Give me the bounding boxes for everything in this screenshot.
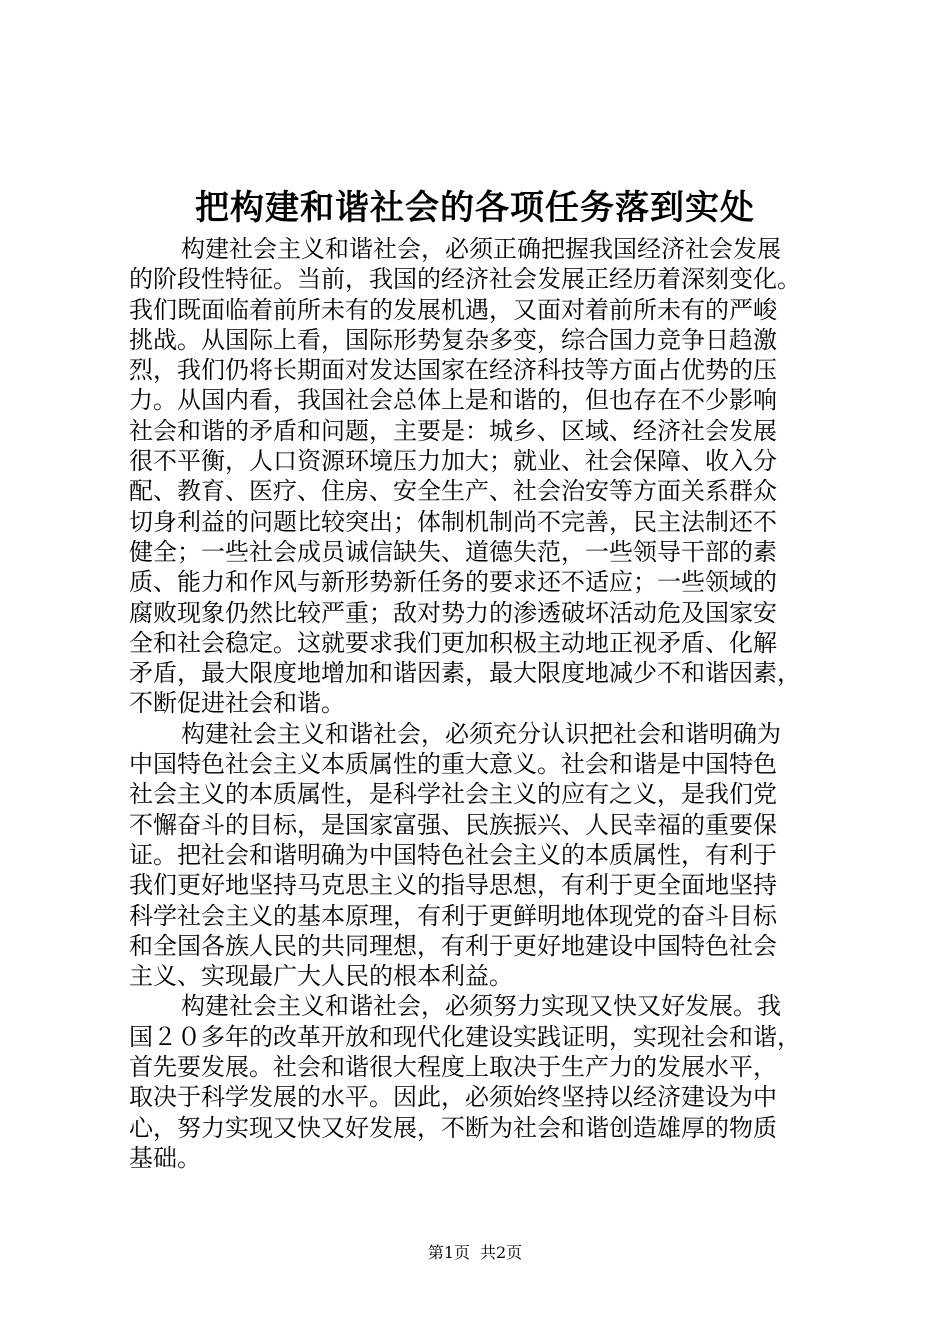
text-line: 社会主义的本质属性，是科学社会主义的应有之义，是我们党 (129, 780, 777, 809)
text-line: 主义、实现最广大人民的根本利益。 (129, 962, 513, 991)
page-number: 第1页 (427, 1243, 470, 1262)
text-line: 切身利益的问题比较突出；体制机制尚不完善，民主法制还不 (129, 507, 777, 536)
text-line: 腐败现象仍然比较严重；敌对势力的渗透破坏活动危及国家安 (129, 598, 777, 627)
text-line: 构建社会主义和谐社会，必须努力实现又快又好发展。我 (181, 992, 781, 1021)
text-line: 基础。 (129, 1143, 201, 1172)
text-line: 挑战。从国际上看，国际形势复杂多变，综合国力竞争日趋激 (129, 325, 777, 354)
text-line: 国２０多年的改革开放和现代化建设实践证明，实现社会和谐， (129, 1022, 801, 1051)
text-line: 健全；一些社会成员诚信缺失、道德失范，一些领导干部的素 (129, 537, 777, 566)
text-line: 科学社会主义的基本原理，有利于更鲜明地体现党的奋斗目标 (129, 901, 777, 930)
page-total: 共2页 (480, 1243, 523, 1262)
text-line: 我们既面临着前所未有的发展机遇，又面对着前所未有的严峻 (129, 295, 777, 324)
paragraph-2 (129, 719, 849, 992)
text-line: 很不平衡，人口资源环境压力加大；就业、社会保障、收入分 (129, 447, 777, 476)
text-line: 心，努力实现又快又好发展，不断为社会和谐创造雄厚的物质 (129, 1113, 777, 1142)
paragraph-1 (129, 234, 849, 719)
document-body (129, 234, 849, 1173)
text-line: 中国特色社会主义本质属性的重大意义。社会和谐是中国特色 (129, 750, 777, 779)
text-line: 证。把社会和谐明确为中国特色社会主义的本质属性，有利于 (129, 840, 777, 869)
text-line: 不断促进社会和谐。 (129, 689, 345, 718)
page-footer (0, 1242, 950, 1264)
text-line: 构建社会主义和谐社会，必须充分认识把社会和谐明确为 (181, 719, 781, 748)
text-line: 全和社会稳定。这就要求我们更加积极主动地正视矛盾、化解 (129, 628, 777, 657)
text-line: 质、能力和作风与新形势新任务的要求还不适应；一些领域的 (129, 568, 777, 597)
text-line: 烈，我们仍将长期面对发达国家在经济科技等方面占优势的压 (129, 356, 777, 385)
paragraph-3 (129, 991, 849, 1173)
text-line: 力。从国内看，我国社会总体上是和谐的，但也存在不少影响 (129, 386, 777, 415)
text-line: 不懈奋斗的目标，是国家富强、民族振兴、人民幸福的重要保 (129, 810, 777, 839)
text-line: 矛盾，最大限度地增加和谐因素，最大限度地减少不和谐因素， (129, 659, 801, 688)
text-line: 我们更好地坚持马克思主义的指导思想，有利于更全面地坚持 (129, 871, 777, 900)
text-line: 取决于科学发展的水平。因此，必须始终坚持以经济建设为中 (129, 1083, 777, 1112)
text-line: 的阶段性特征。当前，我国的经济社会发展正经历着深刻变化。 (129, 265, 801, 294)
text-line: 首先要发展。社会和谐很大程度上取决于生产力的发展水平， (129, 1053, 777, 1082)
text-line: 社会和谐的矛盾和问题，主要是：城乡、区域、经济社会发展 (129, 416, 777, 445)
document-title: 把构建和谐社会的各项任务落到实处 (195, 188, 755, 228)
text-line: 和全国各族人民的共同理想，有利于更好地建设中国特色社会 (129, 931, 777, 960)
text-line: 构建社会主义和谐社会，必须正确把握我国经济社会发展 (181, 235, 781, 263)
text-line: 配、教育、医疗、住房、安全生产、社会治安等方面关系群众 (129, 477, 777, 506)
